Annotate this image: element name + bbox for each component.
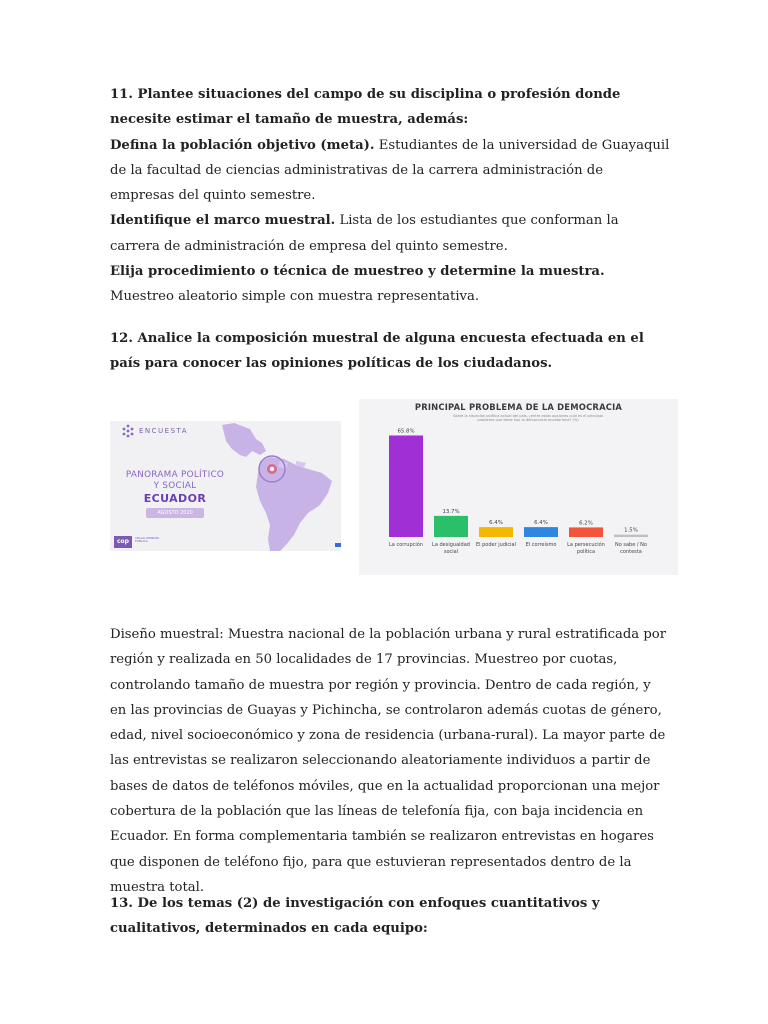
encuesta-label: ENCUESTA [139,427,189,435]
survey-banner-image [110,421,341,551]
banner-date: AGOSTO 2020 [146,508,204,518]
q11-item-marco [110,208,670,259]
question-11-heading: 11. Plantee situaciones del campo de su disciplina o profesión donde necesite estimar el tamaño de muestra, además: [110,87,621,128]
chart-data-label: 13.7% [442,508,460,515]
question-13 [110,891,670,942]
chart-bar [389,435,423,537]
q11-item-label: Elija procedimiento o técnica de muestreo y determine la muestra. [110,264,605,280]
banner-title-country: ECUADOR [143,492,207,505]
question-12 [110,326,670,377]
chart-category-label: La corrupción [389,542,423,548]
chart-bar [614,535,648,537]
question-12-heading: 12. Analice la composición muestral de alguna encuesta efectuada en el país para conocer las opiniones políticas de los ciudadanos. [110,331,644,372]
cop-logo-subtitle: CELAG OPINIÓN PÚBLICA [135,536,159,544]
q11-item-poblacion [110,133,670,209]
diseno-muestral [110,622,670,900]
chart-data-label: 1.5% [624,527,638,534]
chart-data-label: 6.4% [534,520,548,527]
chart-subtitle: Sobre la situación política actual del país, ¿entre estas opciones cuál es el principal problema que tiene hoy la democracia ecuatoriana? (%) [453,414,603,423]
chart-plot [359,399,678,575]
chart-data-label: 6.4% [489,520,503,527]
chart-bar [479,527,513,537]
q11-item-label: Defina la población objetivo (meta). [110,137,375,153]
democracy-problem-chart [359,399,678,575]
banner-title-line-1: PANORAMA POLÍTICO [125,470,225,480]
question-11 [110,82,670,310]
banner-title-line-2: Y SOCIAL [153,481,197,491]
cop-logo: cop [114,536,132,548]
question-13-heading: 13. De los temas (2) de investigación con enfoques cuantitativos y cualitativos, determinados en cada equipo: [110,896,600,937]
chart-bar [524,527,558,537]
q11-item-label: Identifique el marco muestral. [110,213,336,229]
chart-category-label: La desigualdad [432,542,470,548]
chart-bar [569,527,603,537]
chart-category-label: El poder judicial [476,542,516,548]
chart-title: PRINCIPAL PROBLEMA DE LA DEMOCRACIA [414,402,623,412]
banner-corner-mark [335,543,341,547]
chart-data-label: 6.2% [579,520,593,527]
chart-category-label: política [576,549,596,555]
q11-item-text: Lista de los estudiantes que conforman la carrera de administración de empresa del quinto semestre. [110,213,619,254]
q11-item-text: Estudiantes de la universidad de Guayaquil de la facultad de ciencias administrativas de la carrera administración de empresas del quinto semestre. [110,137,670,204]
diseno-muestral-text: Diseño muestral: Muestra nacional de la población urbana y rural estratificada por región y realizada en 50 localidades de 17 provincias. Muestreo por cuotas, controlando tamaño de muestra por región y provincia. Dentro de cada región, y en las provincias de Guayas y Pichincha, se controlaron además cuotas de género, edad, nivel socioeconómico y zona de residencia (urbana-rural). La mayor parte de las entrevistas se realizaron seleccionando aleatoriamente individuos a partir de bases de datos de teléfonos móviles, que en la actualidad proporcionan una mejor cobertura de la población que las líneas de telefonía fija, con baja incidencia en Ecuador. En forma complementaria también se realizaron entrevistas en hogares que disponen de teléfono fijo, para que estuvieran representados dentro de la muestra total. [110,627,667,895]
chart-data-label: 65.8% [397,428,415,435]
q11-item-text: Muestreo aleatorio simple con muestra representativa. [110,289,480,305]
chart-category-label: No sabe / No [615,542,647,548]
q11-item-procedimiento [110,259,670,310]
chart-category-label: La persecución [567,542,605,548]
chart-category-label: social [443,549,459,555]
encuesta-logo-icon [120,423,136,439]
chart-category-label: El correísmo [525,542,557,548]
chart-bar [434,516,468,537]
chart-category-label: contesta [620,549,642,555]
